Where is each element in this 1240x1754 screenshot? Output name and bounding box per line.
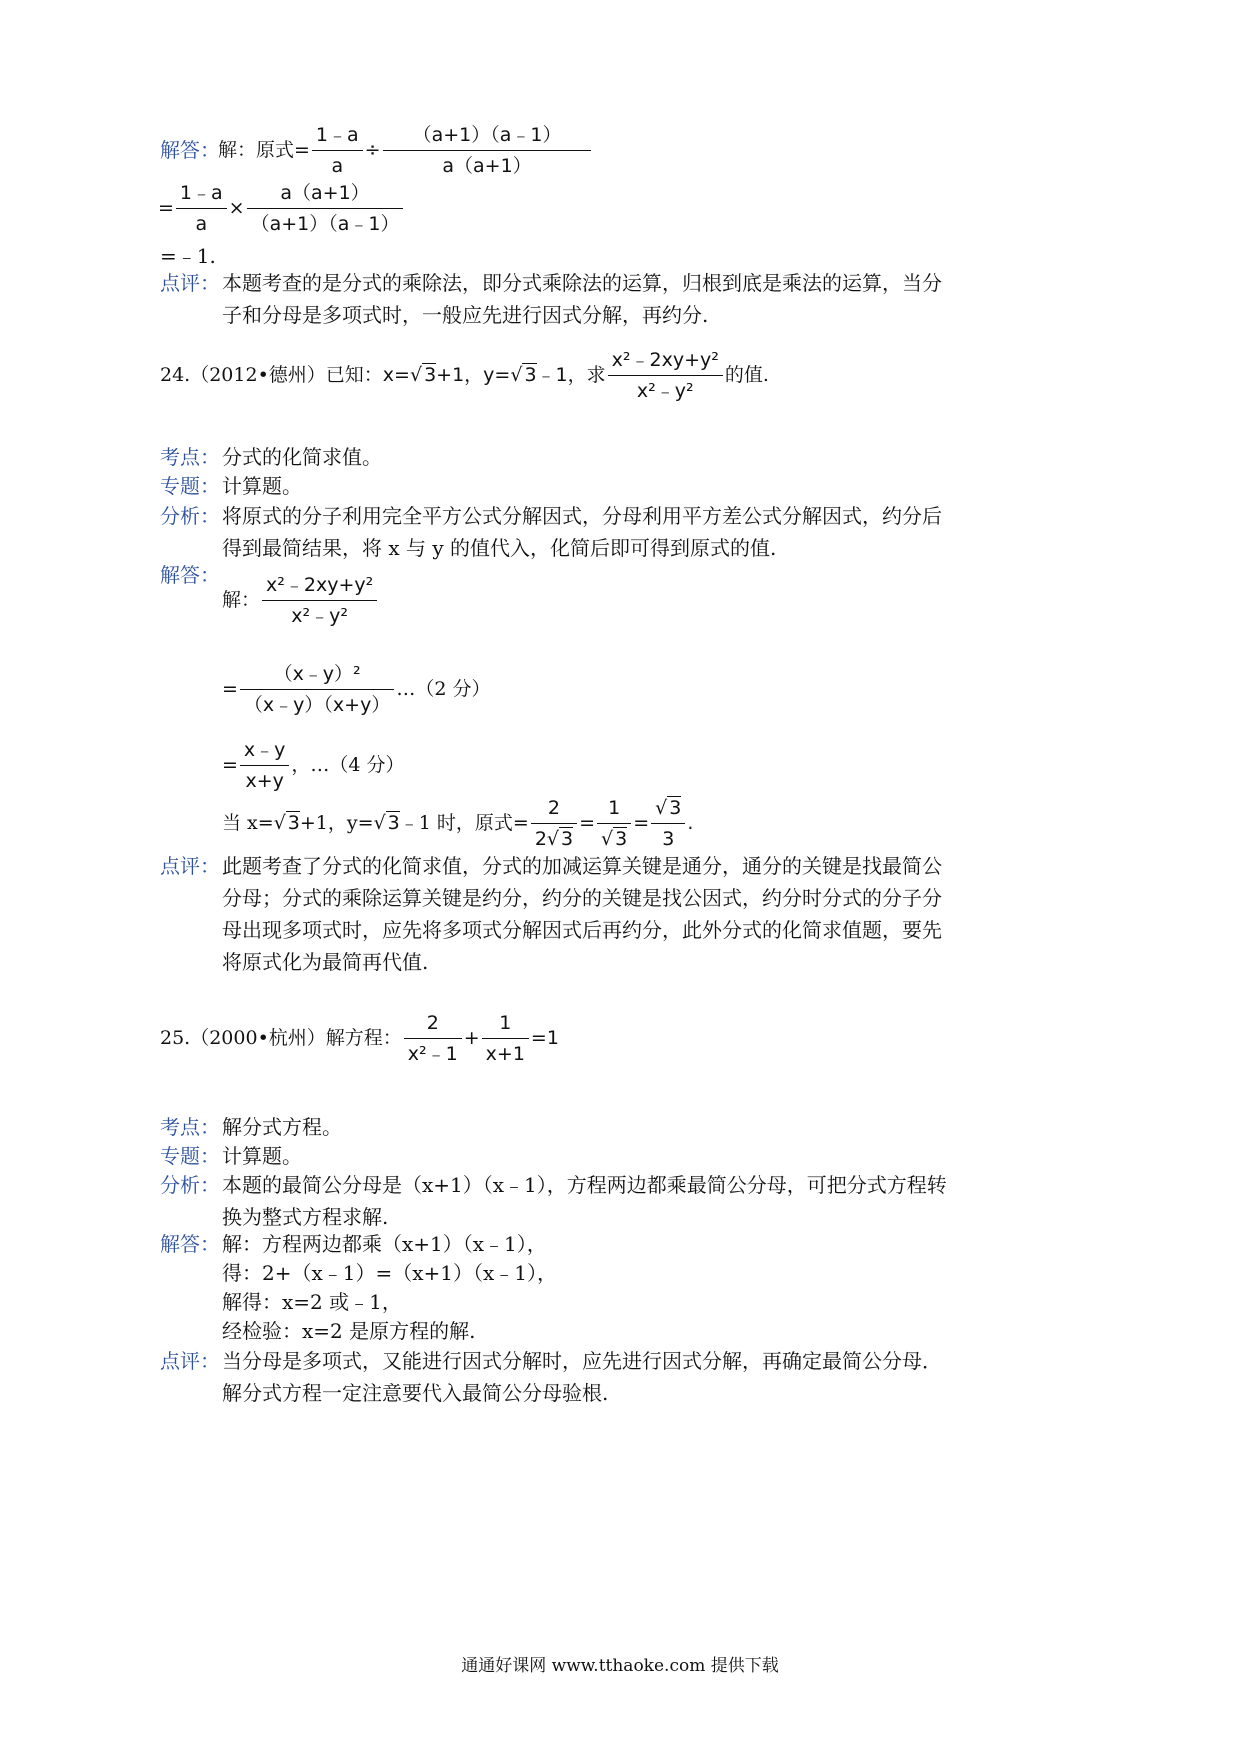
rhs: =1 <box>530 1027 559 1049</box>
fraction <box>383 122 592 179</box>
numerator: 2 <box>404 1010 462 1039</box>
comment-label: 点评： <box>160 271 220 295</box>
equals-sign: = <box>579 812 596 834</box>
radicand: 3 <box>561 828 574 850</box>
equals-sign: = <box>222 754 238 776</box>
x-def: x= <box>382 364 410 386</box>
zhuanti-label: 专题： <box>160 474 220 498</box>
radicand: 3 <box>387 812 400 834</box>
solution-line-3: 解得：x=2 或﹣1， <box>222 1290 402 1314</box>
equals-sign: = <box>633 812 650 834</box>
numerator: 2 <box>531 795 577 824</box>
comment-text: 当分母是多项式，又能进行因式分解时，应先进行因式分解，再确定最简公分母．解分式方程一定注意要代入最简公分母验根. <box>222 1349 942 1405</box>
radicand: 3 <box>287 812 300 834</box>
fraction <box>597 795 631 852</box>
page-footer: 通通好课网 www.tthaoke.com 提供下载 <box>461 1656 779 1676</box>
numerator: x﹣y <box>240 737 290 766</box>
problem-title: 25.（2000•杭州）解方程： <box>160 1027 402 1049</box>
answer-label: 解答： <box>160 138 220 162</box>
radicand: 3 <box>615 828 628 850</box>
denominator: （x﹣y）（x+y） <box>243 694 391 716</box>
when-minus: ﹣1 时，原式= <box>399 812 529 834</box>
radicand: 3 <box>424 364 437 386</box>
numerator: 1﹣a <box>312 122 363 151</box>
kaodian-label: 考点： <box>160 1115 220 1139</box>
fraction <box>651 795 685 852</box>
when-text: 当 x= <box>222 812 274 834</box>
solution-step-4: 当 x=√ 3+1，y=√ 3﹣1 时，原式= $\frac{2}{2√ 3}$ = $\frac{1}{√ 3}$ = $\frac{√ 3}{3}$ . <box>222 797 694 850</box>
fraction <box>482 1010 529 1067</box>
plus-one: +1， <box>436 364 484 386</box>
minus-one: ﹣1，求 <box>536 364 606 386</box>
zhuanti-label: 专题： <box>160 1144 220 1168</box>
fenxi-text: 将原式的分子利用完全平方公式分解因式，分母利用平方差公式分解因式，约分后得到最简结果，将 x 与 y 的值代入，化简后即可得到原式的值. <box>222 504 942 560</box>
equals-sign: = <box>222 678 238 700</box>
comment-label: 点评： <box>160 854 220 878</box>
fraction <box>262 572 377 629</box>
numerator: a（a+1） <box>247 180 404 209</box>
denominator: √ 3 <box>601 828 628 850</box>
equals-sign: = <box>158 197 174 219</box>
fraction <box>240 737 290 794</box>
fraction <box>176 180 227 237</box>
y-def: y= <box>483 364 511 386</box>
answer-label: 解答： <box>160 563 220 587</box>
problem-24-statement: 24.（2012•德州）已知：x=√ 3+1，y=√ 3﹣1，求 $\frac{\text{x²﹣2xy+y²}}{\text{x²﹣y²}}$ 的值. <box>160 349 769 402</box>
solution-step-2 <box>222 661 490 718</box>
radicand: 3 <box>669 797 682 819</box>
denominator: （a+1）（a﹣1） <box>250 213 400 235</box>
numerator: （x﹣y）² <box>240 661 394 690</box>
fenxi-text: 本题的最简公分母是（x+1）（x﹣1），方程两边都乘最简公分母，可把分式方程转换为整式方程求解. <box>222 1173 947 1229</box>
denominator: a <box>331 155 344 177</box>
solution-line-2: 得：2+（x﹣1）=（x+1）（x﹣1）， <box>222 1261 558 1285</box>
zhuanti-text: 计算题。 <box>222 1144 302 1168</box>
denominator: 2√ 3 <box>534 828 574 850</box>
solution-line-2 <box>158 180 405 237</box>
solution-line-1 <box>218 122 593 179</box>
comment-text: 本题考查的是分式的乘除法，即分式乘除法的运算，归根到底是乘法的运算，当分子和分母是多项式时，一般应先进行因式分解，再约分. <box>222 271 942 327</box>
denominator: 3 <box>662 828 675 850</box>
numerator: x²﹣2xy+y² <box>608 347 723 376</box>
fraction <box>531 795 577 852</box>
denominator: a <box>195 213 208 235</box>
solution-line-4: 经检验：x=2 是原方程的解. <box>222 1319 476 1343</box>
divide-sign: ÷ <box>364 139 381 161</box>
multiply-sign: × <box>228 197 245 219</box>
fraction <box>240 661 394 718</box>
score-note: …（2 分） <box>396 678 491 700</box>
numerator: x²﹣2xy+y² <box>262 572 377 601</box>
solution-step-1 <box>222 572 379 629</box>
fraction <box>247 180 404 237</box>
kaodian-text: 分式的化简求值。 <box>222 445 382 469</box>
numerator: 1 <box>597 795 631 824</box>
comment-label: 点评： <box>160 1349 220 1373</box>
denominator: x²﹣y² <box>636 380 694 402</box>
fraction <box>312 122 363 179</box>
kaodian-text: 解分式方程。 <box>222 1115 342 1139</box>
when-plus: +1，y= <box>299 812 374 834</box>
score-note: ，…（4 分） <box>291 754 405 776</box>
problem-25-statement <box>160 1010 559 1067</box>
fenxi-label: 分析： <box>160 504 220 528</box>
zhuanti-text: 计算题。 <box>222 474 302 498</box>
numerator: 1﹣a <box>176 180 227 209</box>
denominator: x+y <box>245 770 284 792</box>
problem-title: 24.（2012•德州）已知： <box>160 364 383 386</box>
denominator: a（a+1） <box>442 155 532 177</box>
solution-result: =﹣1. <box>160 244 216 268</box>
plus-sign: + <box>463 1027 480 1049</box>
coefficient: 2 <box>534 828 547 850</box>
solution-intro: 解：原式= <box>218 139 310 161</box>
denominator: x²﹣y² <box>291 605 348 627</box>
radicand: 3 <box>524 364 537 386</box>
problem-suffix: 的值. <box>724 364 769 386</box>
solution-intro: 解： <box>222 589 261 611</box>
fraction <box>404 1010 462 1067</box>
period: . <box>687 812 694 834</box>
answer-label: 解答： <box>160 1232 220 1256</box>
fenxi-label: 分析： <box>160 1173 220 1197</box>
comment-text: 此题考查了分式的化简求值，分式的加减运算关键是通分，通分的关键是找最简公分母；分式的乘除运算关键是约分，约分的关键是找公因式，约分时分式的分子分母出现多项式时，应先将多项式分解因式后再约分，此外分式的化简求值题，要先将原式化为最简再代值. <box>222 854 942 974</box>
numerator: √ 3 <box>651 795 685 824</box>
numerator: （a+1）（a﹣1） <box>383 122 592 151</box>
denominator: x+1 <box>485 1043 525 1065</box>
target-fraction <box>608 347 723 404</box>
solution-step-3 <box>222 737 405 794</box>
numerator: 1 <box>482 1010 529 1039</box>
kaodian-label: 考点： <box>160 445 220 469</box>
denominator: x²﹣1 <box>407 1043 458 1065</box>
solution-line-1: 解：方程两边都乘（x+1）（x﹣1）， <box>222 1232 547 1256</box>
